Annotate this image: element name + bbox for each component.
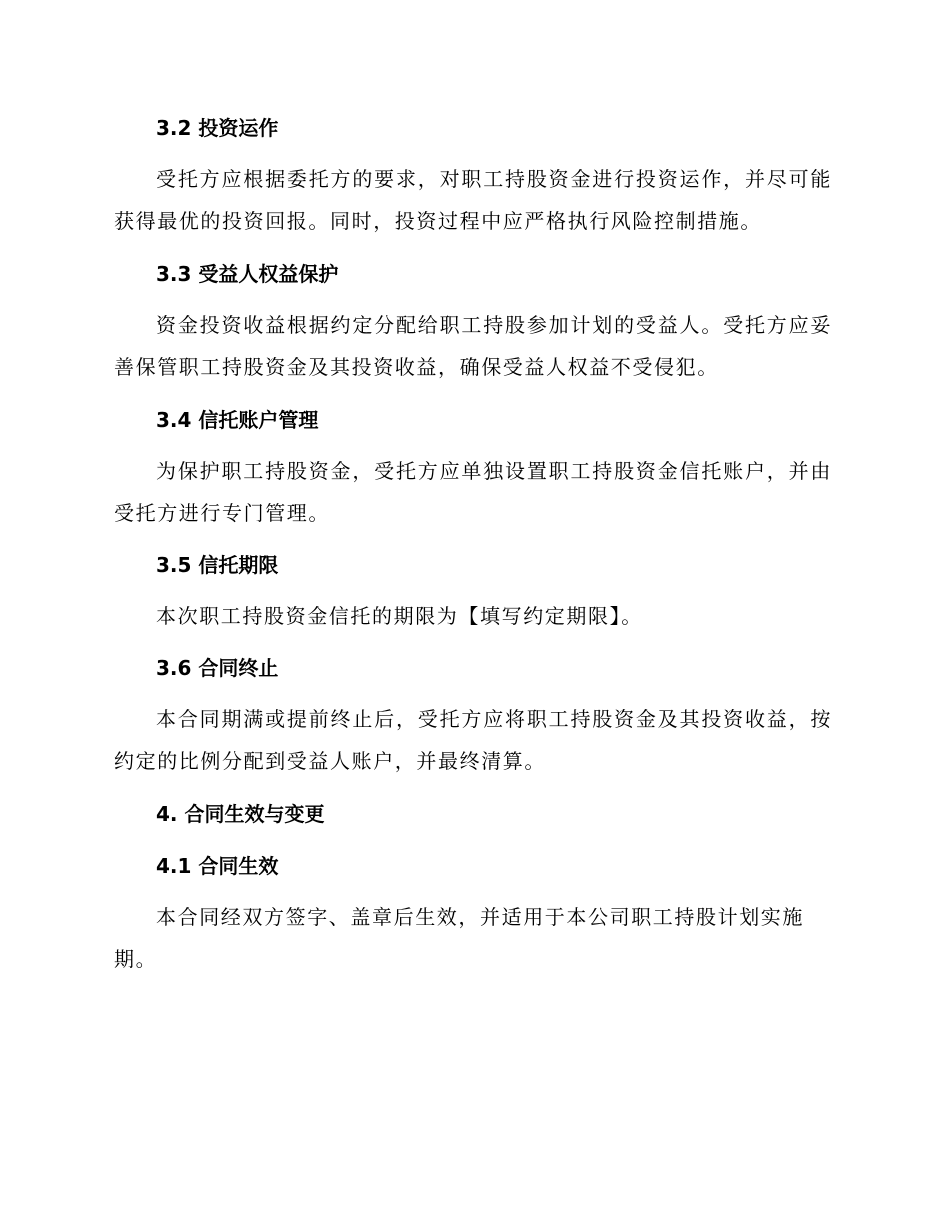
section-heading-3-2: 3.2 投资运作 xyxy=(156,116,279,140)
paragraph-line: 受托方应根据委托方的要求，对职工持股资金进行投资运作，并尽可能 xyxy=(156,167,832,191)
section-heading-3-4: 3.4 信托账户管理 xyxy=(156,408,319,432)
section-body-3-5 xyxy=(114,595,832,637)
paragraph-line: 本次职工持股资金信托的期限为【填写约定期限】。 xyxy=(156,604,643,628)
paragraph-line: 期。 xyxy=(114,947,158,971)
section-heading-3-6: 3.6 合同终止 xyxy=(156,656,279,680)
paragraph-line: 约定的比例分配到受益人账户，并最终清算。 xyxy=(114,749,546,773)
paragraph-line: 为保护职工持股资金，受托方应单独设置职工持股资金信托账户，并由 xyxy=(156,459,832,483)
paragraph-line: 受托方进行专门管理。 xyxy=(114,501,330,525)
paragraph-line: 资金投资收益根据约定分配给职工持股参加计划的受益人。受托方应妥 xyxy=(156,313,832,337)
section-body-3-2 xyxy=(114,158,832,242)
section-body-3-4 xyxy=(114,450,832,534)
paragraph-line: 本合同期满或提前终止后，受托方应将职工持股资金及其投资收益，按 xyxy=(156,707,832,731)
section-heading-4: 4. 合同生效与变更 xyxy=(156,802,325,826)
section-heading-4-1: 4.1 合同生效 xyxy=(156,854,279,878)
section-body-3-3 xyxy=(114,304,832,388)
section-heading-3-5: 3.5 信托期限 xyxy=(156,553,279,577)
section-body-4-1 xyxy=(114,896,832,980)
section-body-3-6 xyxy=(114,698,832,782)
paragraph-line: 本合同经双方签字、盖章后生效，并适用于本公司职工持股计划实施 xyxy=(156,905,804,929)
paragraph-line: 获得最优的投资回报。同时，投资过程中应严格执行风险控制措施。 xyxy=(114,209,762,233)
section-heading-3-3: 3.3 受益人权益保护 xyxy=(156,262,339,286)
paragraph-line: 善保管职工持股资金及其投资收益，确保受益人权益不受侵犯。 xyxy=(114,355,719,379)
